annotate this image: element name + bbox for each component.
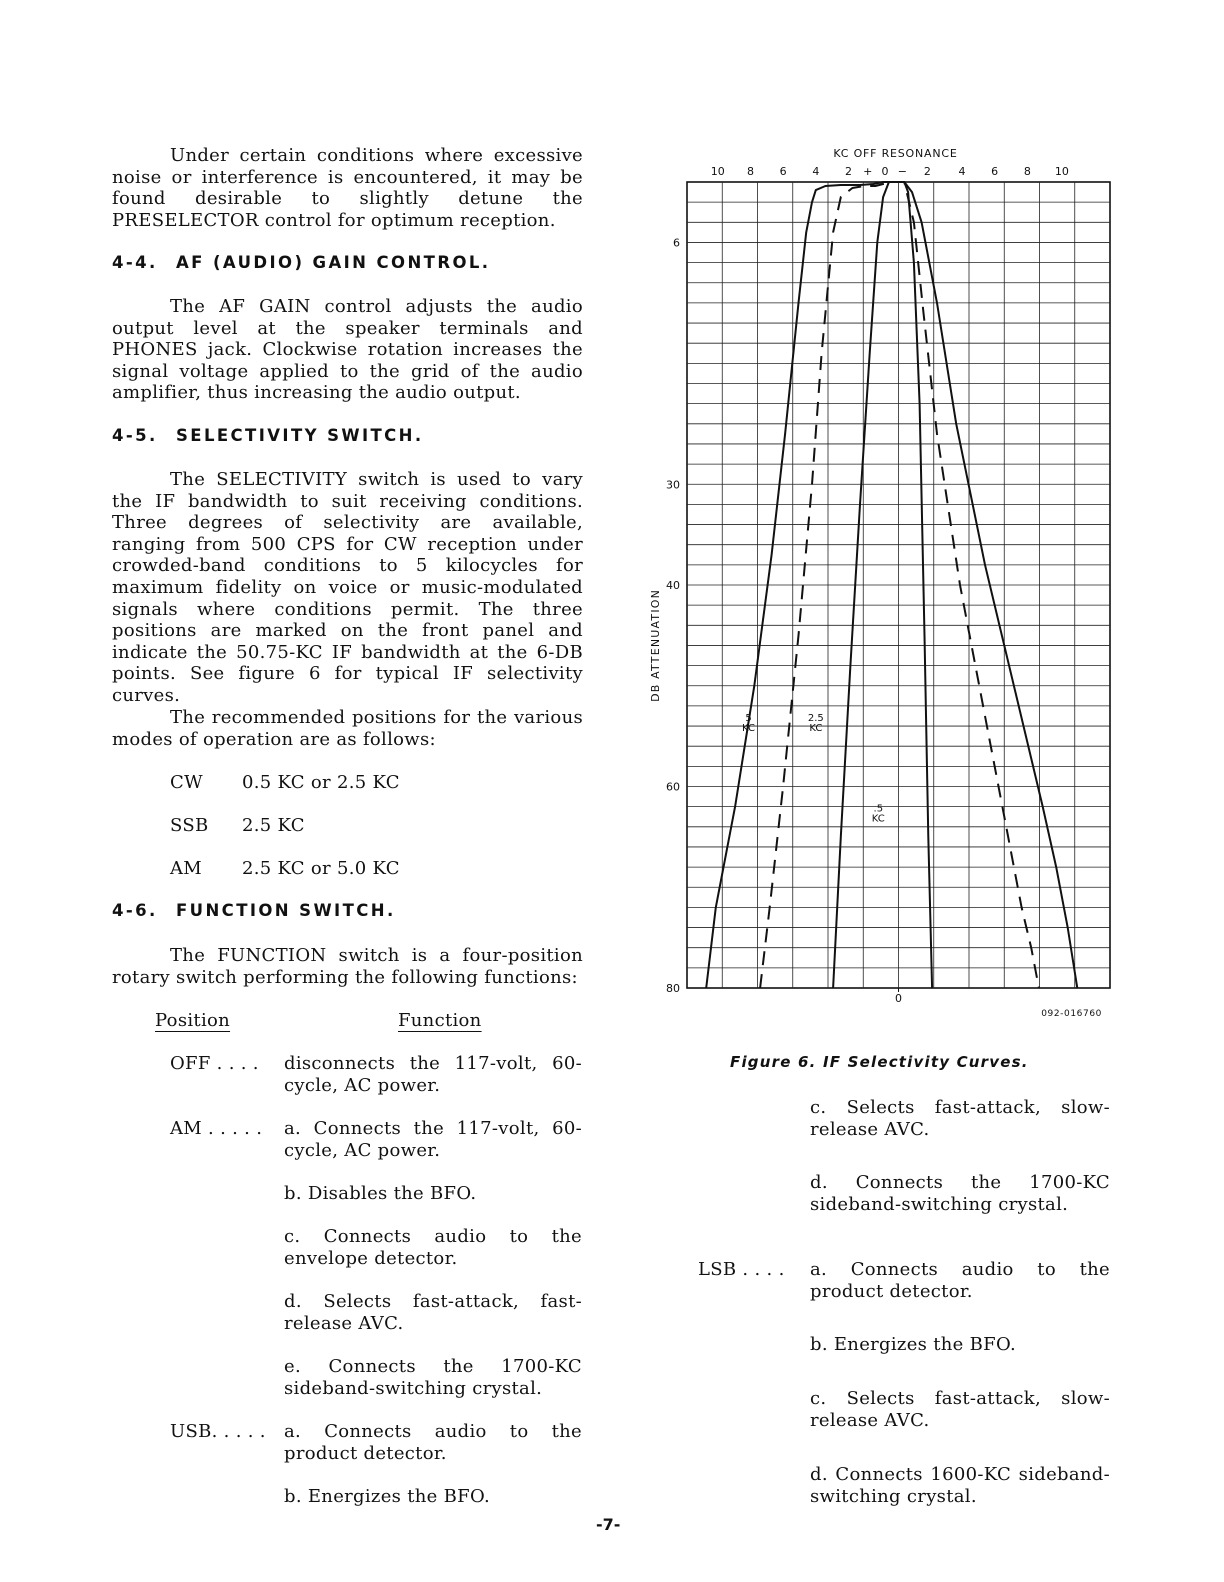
column-header-position: Position [155,1010,231,1031]
section-title: FUNCTION SWITCH. [176,901,396,920]
chart-y-axis-label: DB ATTENUATION [649,588,662,702]
section-heading-4-5 [112,426,424,445]
section-number: 4-6. [112,901,158,920]
if-selectivity-chart [630,140,1124,1020]
x-tick-label: 6 [779,165,787,178]
section-heading-4-6 [112,901,396,920]
position-label-off: OFF . . . . [170,1053,259,1074]
mode-setting: 0.5 KC or 2.5 KC [242,772,400,793]
chart-title: KC OFF RESONANCE [833,147,958,160]
mode-row-ssb [170,815,305,836]
function-item: a. Connects audio to the product detector. [284,1421,582,1464]
x-tick-label: 0 [881,165,889,178]
x-tick-label: 2 [923,165,931,178]
mode-name: SSB [170,815,209,836]
position-label-am: AM . . . . . [170,1118,263,1139]
intro-paragraph: Under certain conditions where excessive noise or interference is encountered, it may be found desirable to slightly detune the PRESELECTOR control for optimum reception. [112,145,583,231]
x-tick-label: 4 [958,165,966,178]
function-item: c. Connects audio to the envelope detector. [284,1226,582,1269]
section-number: 4-4. [112,253,158,272]
mode-setting: 2.5 KC [242,815,305,836]
x-tick-label: 4 [812,165,820,178]
function-item: d. Selects fast-attack, fast-release AVC. [284,1291,582,1334]
curve-label: KC [809,723,823,735]
x-tick-label: 6 [991,165,999,178]
page-number: -7- [596,1515,621,1534]
mode-setting: 2.5 KC or 5.0 KC [242,858,400,879]
column-header-function: Function [398,1010,482,1031]
function-item: a. Connects audio to the product detector. [810,1259,1110,1302]
curve-label: KC [742,723,756,735]
curve-label: KC [871,813,885,825]
figure-part-number: 092-016760 [1041,1009,1102,1019]
y-tick-label: 80 [666,982,680,995]
function-switch-paragraph: The FUNCTION switch is a four-position rotary switch performing the following functions: [112,945,583,988]
y-tick-label: 60 [666,780,680,794]
function-item: b. Disables the BFO. [284,1183,477,1204]
modes-intro-paragraph: The recommended positions for the various modes of operation are as follows: [112,707,583,750]
y-tick-label: 6 [673,236,680,250]
x-tick-label: 10 [1054,165,1069,178]
mode-name: CW [170,772,203,793]
mode-row-am [170,858,400,879]
mode-name: AM [170,858,203,879]
selectivity-paragraph: The SELECTIVITY switch is used to vary the IF bandwidth to suit receiving conditions. Three degrees of selectivity are available, ranging from 500 CPS for CW reception under crowded-band conditions to 5 kilocycles for maximum fidelity on voice or music-modulated signals where conditions permit. The three positions are marked on the front panel and indicate the 50.75-KC IF bandwidth at the 6-DB points. See figure 6 for typical IF selectivity curves. [112,469,583,706]
x-tick-label: − [897,165,907,178]
position-label-lsb: LSB . . . . [698,1259,785,1280]
x-tick-label: 10 [710,165,725,178]
position-label-usb: USB. . . . . [170,1421,266,1442]
x-tick-label: 2 [845,165,853,178]
function-item: a. Connects the 117-volt, 60-cycle, AC power. [284,1118,582,1161]
function-item: c. Selects fast-attack, slow-release AVC. [810,1097,1110,1140]
function-item: b. Energizes the BFO. [810,1334,1016,1355]
function-item: disconnects the 117-volt, 60-cycle, AC power. [284,1053,582,1096]
x-tick-label: 8 [746,165,754,178]
x-tick-label: + [863,165,873,178]
section-title: SELECTIVITY SWITCH. [176,426,424,445]
chart-grid [687,182,1110,992]
curve-label: .5 [873,803,884,815]
y-tick-label: 40 [666,579,680,592]
function-item: b. Energizes the BFO. [284,1486,490,1507]
figure-caption: Figure 6. IF Selectivity Curves. [730,1053,1029,1071]
chart-bottom-axis-label: 0 [895,992,902,1005]
x-tick-label: 8 [1023,165,1031,178]
function-item: d. Connects the 1700-KC sideband-switching crystal. [810,1172,1110,1215]
function-item: c. Selects fast-attack, slow-release AVC. [810,1388,1110,1431]
y-tick-label: 30 [666,478,680,492]
mode-row-cw [170,772,400,793]
curve-label: 2.5 [807,713,824,725]
function-item: d. Connects 1600-KC sideband-switching crystal. [810,1464,1110,1507]
section-title: AF (AUDIO) GAIN CONTROL. [176,253,491,272]
curve-label: 5 [745,713,752,725]
section-heading-4-4 [112,253,490,272]
function-item: e. Connects the 1700-KC sideband-switching crystal. [284,1356,582,1399]
section-number: 4-5. [112,426,158,445]
af-gain-paragraph: The AF GAIN control adjusts the audio output level at the speaker terminals and PHONES jack. Clockwise rotation increases the signal voltage applied to the grid of the audio amplifier, thus increasing the audio output. [112,296,583,404]
